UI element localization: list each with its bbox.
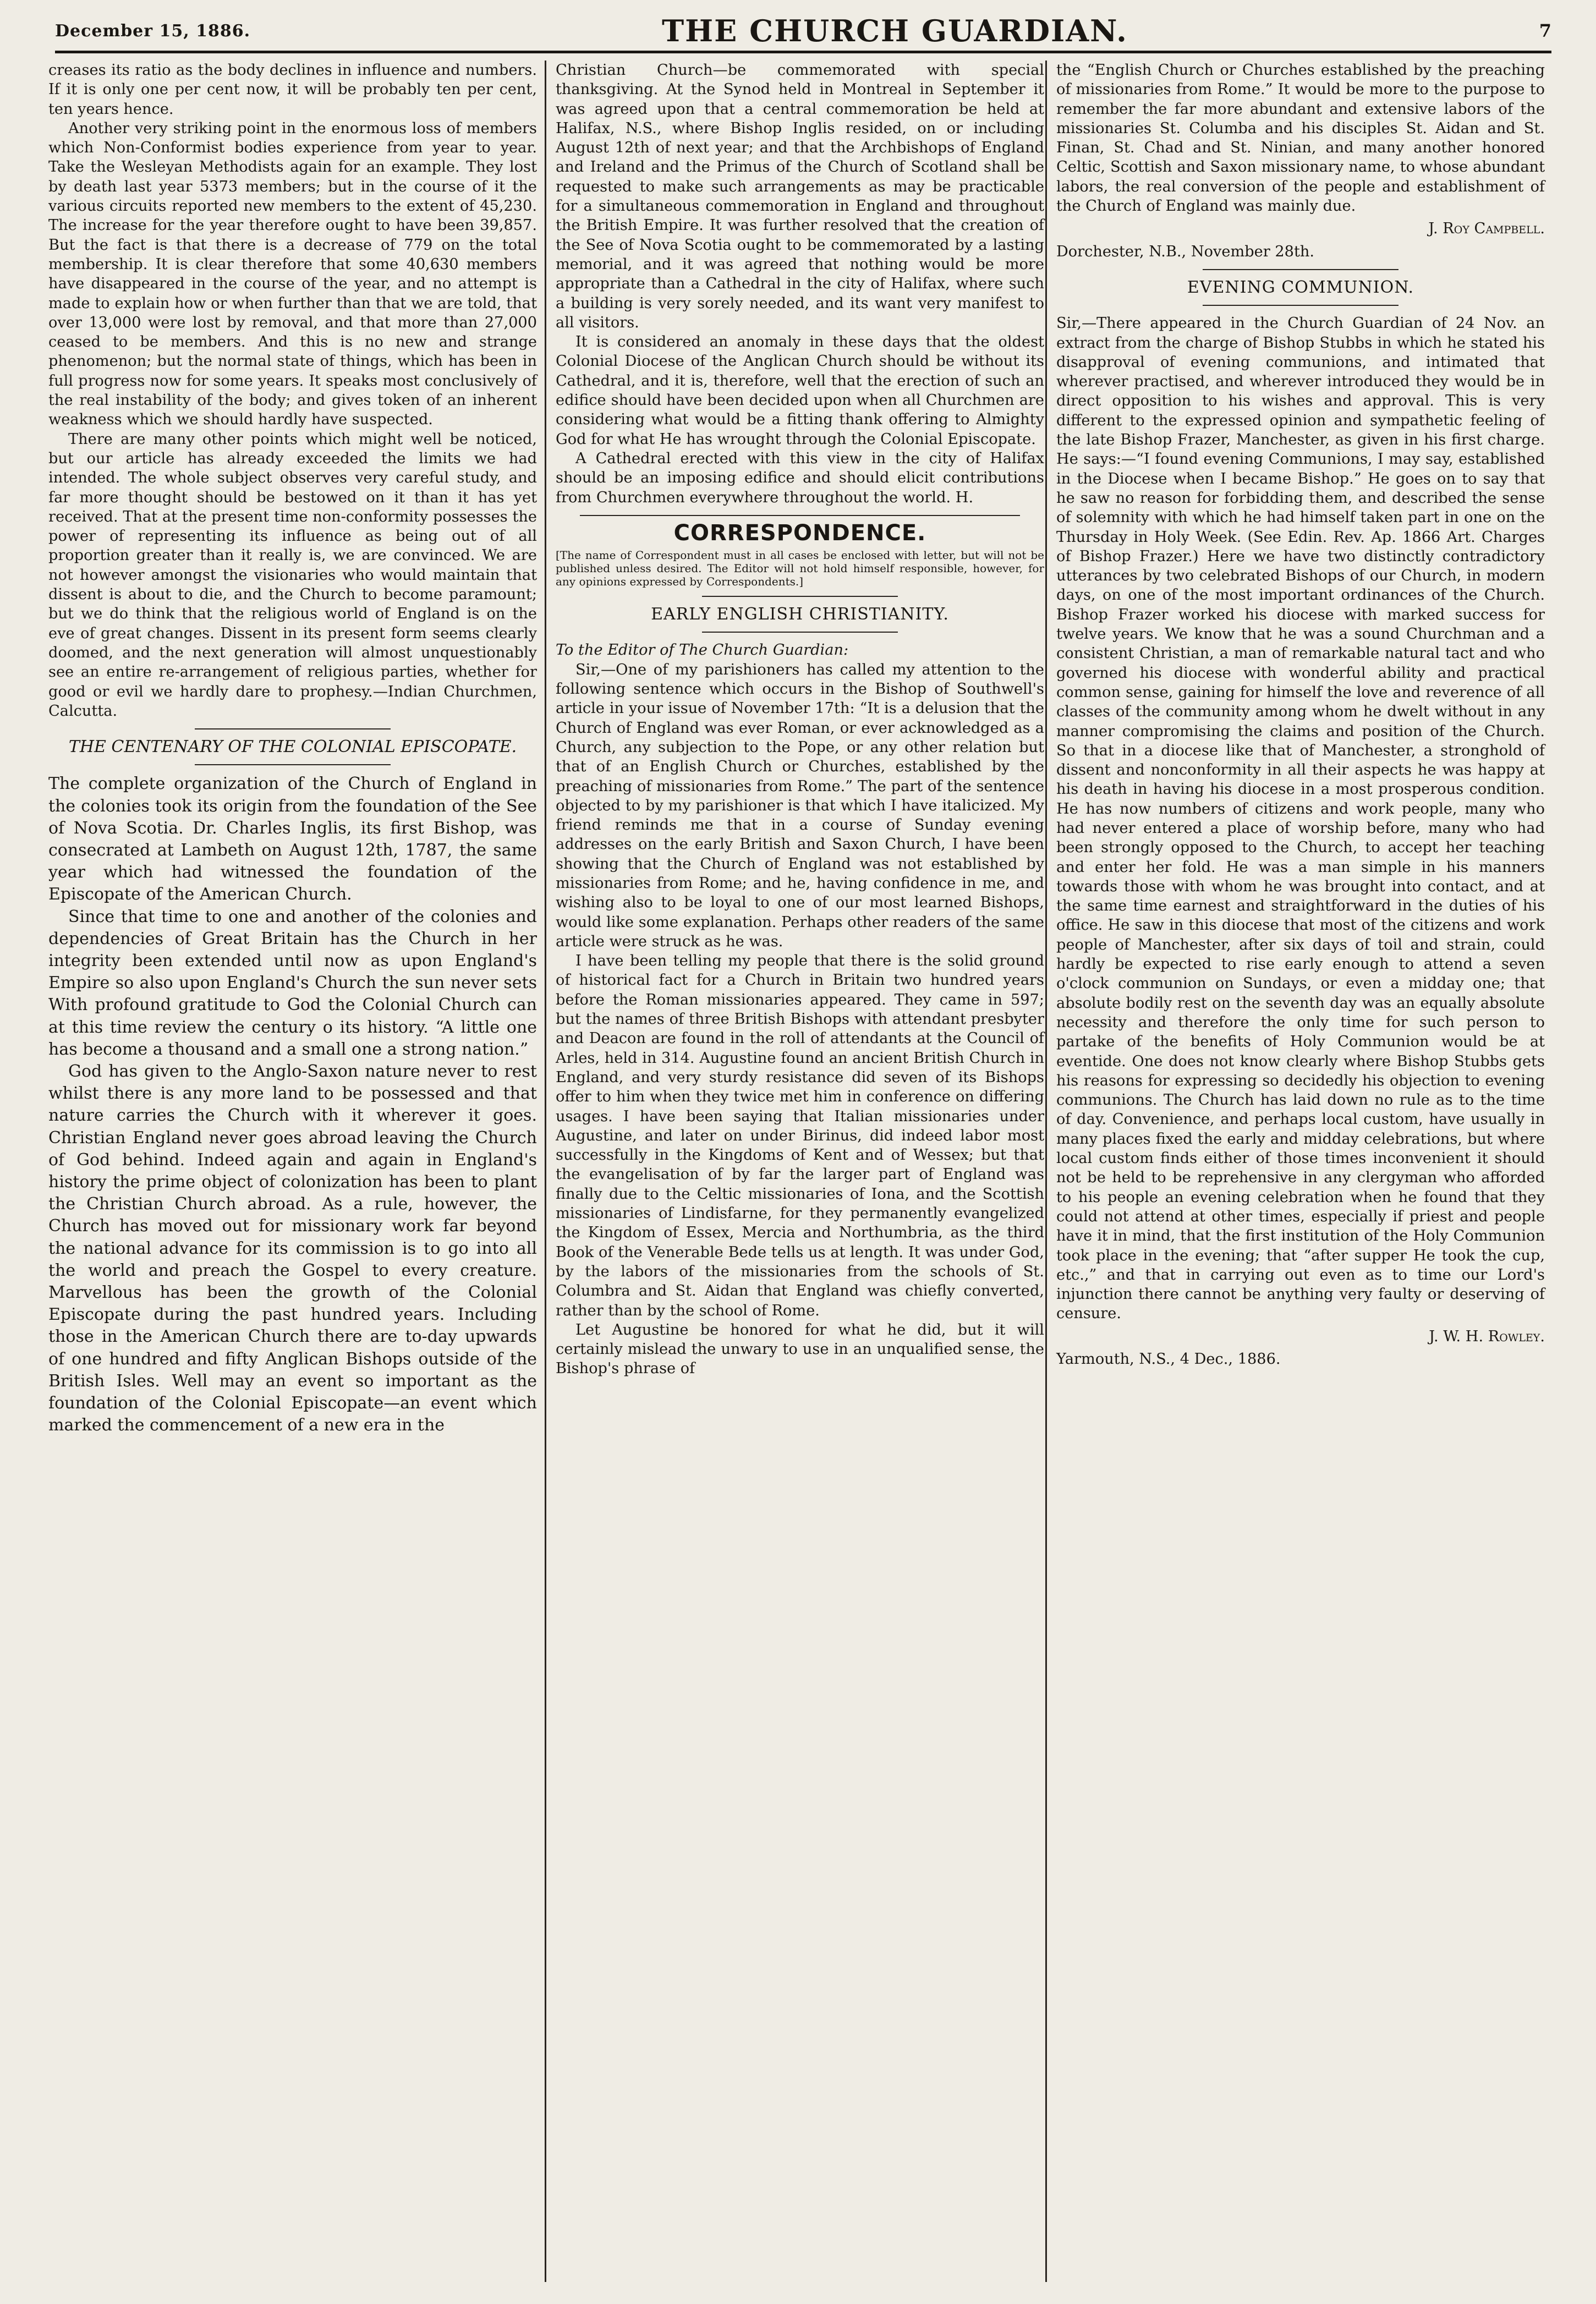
section-rule — [702, 632, 897, 633]
paragraph: The complete organization of the Church of England in the colonies took its origin from the foundation of the See of Nova Scotia. Dr. Charles Inglis, its first Bishop, was consecrated at Lambeth on August 12th, 1787, the same year which had witnessed the foundation of the Episcopate of the American Church. — [48, 774, 537, 904]
column-3 — [1056, 61, 1545, 2282]
section-rule — [195, 764, 390, 765]
section-rule — [1203, 305, 1398, 306]
paragraph: Sir,—One of my parishioners has called my attention to the following sentence which occurs in the Bishop of Southwell's article in your issue of November 17th: “It is a delusion that the Church of England was ever Roman, or ever acknowledged as a Church, any subjection to the Pope, or any other relation but that of an English Church or Churches, established by the preaching of missionaries from Rome.” The part of the sentence objected to by my parishioner is that which I have italicized. My friend reminds me that in a course of Sunday evening addresses on the early British and Saxon Church, I have been showing that the Church of England was not established by missionaries from Rome; and he, having confidence in me, and wishing also to be loyal to one of our most learned Bishops, would like some explanation. Perhaps other readers of the same article were struck as he was. — [556, 661, 1044, 950]
dateline: Yarmouth, N.S., 4 Dec., 1886. — [1056, 1351, 1281, 1368]
signature: J. Roy Campbell. — [1428, 220, 1545, 238]
section-rule — [580, 515, 1019, 516]
page-number: 7 — [1539, 20, 1551, 41]
issue-date: December 15, 1886. — [55, 21, 251, 41]
paragraph: It is considered an anomaly in these days that the oldest Colonial Diocese of the Anglican Church should be without its Cathedral, and it is, therefore, well that the erection of such an edifice should have been decided upon when all Churchmen are considering what would be a fitting thank offering to Almighty God for what He has wrought through the Colonial Episcopate. — [556, 333, 1044, 448]
paragraph: A Cathedral erected with this view in the city of Halifax should be an imposing edifice and should elicit contributions from Churchmen everywhere throughout the world. H. — [556, 449, 1044, 506]
section-rule — [702, 596, 897, 597]
newspaper-title: THE CHURCH GUARDIAN. — [661, 13, 1128, 48]
dateline: Dorchester, N.B., November 28th. — [1056, 243, 1315, 260]
column-divider — [1045, 61, 1047, 2282]
paragraph: Christian Church—be commemorated with special thanksgiving. At the Synod held in Montreal in September it was agreed upon that a central commemoration be held at Halifax, N.S., where Bishop Inglis resided, on or including August 12th of next year; and that the Archbishops of England and Ireland and the Primus of the Church of Scotland shall be requested to make such arrangements as may be practicable for a simultaneous commemoration in England and throughout the British Empire. It was further resolved that the creation of the See of Nova Scotia ought to be commemorated by a lasting memorial, and it was agreed that nothing would be more appropriate than a Cathedral in the city of Halifax, where such a building is very sorely needed, and its want very manifest to all visitors. — [556, 62, 1044, 331]
paragraph: Let Augustine be honored for what he did, but it will certainly mislead the unwary to use in an unqualified sense, the Bishop's phrase of — [556, 1321, 1044, 1378]
correspondence-heading: CORRESPONDENCE. — [673, 520, 926, 546]
article-heading-centenary: THE CENTENARY OF THE COLONIAL EPISCOPATE. — [68, 737, 517, 757]
paragraph: creases its ratio as the body declines in influence and numbers. If it is only one per cent now, it will be probably ten per cent, ten years hence. — [48, 62, 537, 118]
column-2 — [556, 61, 1044, 2282]
article-heading-evening-communion: EVENING COMMUNION. — [1187, 277, 1414, 297]
masthead — [55, 11, 1551, 53]
signature: J. W. H. Rowley. — [1429, 1327, 1545, 1345]
paragraph: Since that time to one and another of the colonies and dependencies of Great Britain has the Church in her integrity been extended until now as upon England's Empire so also upon England's Church the sun never sets With profound gratitude to God the Colonial Church can at this time review the century o its history. “A little one has become a thousand and a small one a strong nation.” — [48, 907, 537, 1059]
editorial-note: [The name of Correspondent must in all cases be enclosed with letter, but will not be published unless desired. The Editor will not hold himself responsible, however, for any opinions expressed by Correspondents.] — [556, 548, 1044, 589]
section-rule — [195, 728, 390, 729]
paragraph: Another very striking point in the enormous loss of members which Non-Conformist bodies experience from year to year. Take the Wesleyan Methodists again for an example. They lost by death last year 5373 members; but in the course of it the various circuits reported new members to the extent of 45,230. The increase for the year therefore ought to have been 39,857. But the fact is that there is a decrease of 779 on the total membership. It is clear therefore that some 40,630 members have disappeared in the course of the year, and no attempt is made to explain how or when further than that we are told, that over 13,000 were lost by removal, and that more than 27,000 ceased to be members. And this is no new and strange phenomenon; but the normal state of things, which has been in full progress now for some years. It speaks most conclusively of the real instability of the body; and gives token of an inherent weakness which we should hardly have suspected. — [48, 119, 537, 429]
paragraph: Sir,—There appeared in the Church Guardian of 24 Nov. an extract from the charge of Bishop Stubbs in which he stated his disapproval of evening communions, and intimated that wherever practised, and wherever introduced they would be in direct opposition to his wishes and approval. This is very different to the expressed opinion and sympathetic feeling of the late Bishop Frazer, Manchester, as given in his first charge. He says:—“I found evening Communions, I may say, established in the Diocese when I became Bishop.” He goes on to say that he saw no reason for forbidding them, and described the sense of solemnity with which he had himself taken part in one on the Thursday in Holy Week. (See Edin. Rev. Ap. 1866 Art. Charges of Bishop Frazer.) Here we have two distinctly contradictory utterances by two celebrated Bishops of our Church, in modern days, on one of the most important ordinances of the Church. Bishop Frazer worked his diocese with marked success for twelve years. We know that he was a sound Churchman and a consistent Christian, a man of remarkable natural tact and who governed his diocese with wonderful ability and practical common sense, gaining for himself the love and reverence of all classes of the community among whom he dwelt without in any manner compromising the claims and position of the Church. So that in a diocese like that of Manchester, a stronghold of dissent and nonconformity in all their aspects he was happy at his death in having his diocese in a most prosperous condition. He has now numbers of citizens and work people, many who had never entered a place of worship before, many who had been strongly opposed to the Church, to accept her teaching and enter her fold. He was a man simple in his manners towards those with whom he was brought into contact, and at the same time earnest and straightforward in the duties of his office. He saw in this diocese that most of the citizens and work people of Manchester, after six days of toil and strain, could hardly be expected to rise early enough to attend a seven o'clock communion on Sundays, or even a midday one; that absolute bodily rest on the seventh day was an equally absolute necessity and therefore the only time for such person to partake of the benefits of Holy Communion would be at eventide. One does not know clearly where Bishop Stubbs gets his reasons for expressing so decidedly his objection to evening communions. The Church has laid down no rule as to the time of day. Convenience, and perhaps local custom, have usually in many places fixed the early and midday celebrations, but where local custom finds either of those times inconvenient it should not be held to be reprehensive in any clergyman who afforded to his people an evening celebration when he found that they could not attend at other times, especially if priest and people have it in mind, that the first institution of the Holy Communion took place in the evening; that “after supper He took the cup, etc.,” and that in carrying out even as to time our Lord's injunction there cannot be anything very faulty or deserving of censure. — [1056, 315, 1545, 1323]
paragraph: There are many other points which might well be noticed, but our article has already exceeded the limits we had intended. The whole subject observes very careful study, and far more thought should be bestowed on it than it has yet received. That at the present time non-conformity possesses the power of representing its influence as being out of all proportion greater than it really is, we are convinced. We are not however amongst the visionaries who would maintain that dissent is about to die, and the Church to become paramount; but we do think that the religious world of England is on the eve of great changes. Dissent in its present form seems clearly doomed, and the next generation will almost unquestionably see an entire re-arrangement of religious parties, whether for good or evil we hardly dare to prophesy.—Indian Churchmen, Calcutta. — [48, 430, 537, 720]
article-heading-early-english: EARLY ENGLISH CHRISTIANITY. — [651, 605, 949, 624]
paragraph: the “English Church or Churches established by the preaching of missionaries from Rome.” It would be more to the purpose to remember the far more abundant and extensive labors of the missionaries St. Columba and his disciples St. Aidan and St. Finan, St. Chad and St. Ninian, and many another honored Celtic, Scottish and Saxon missionary name, to whose abundant labors, the real conversion of the people and establishment of the Church of England was mainly due. — [1056, 62, 1545, 215]
section-rule — [1203, 269, 1398, 270]
column-divider — [545, 61, 546, 2282]
paragraph: God has given to the Anglo-Saxon nature never to rest whilst there is any more land to be possessed and that nature carries the Church with it wherever it goes. Christian England never goes abroad leaving the Church of God behind. Indeed again and again in England's history the prime object of colonization has been to plant the Christian Church abroad. As a rule, however, the Church has moved out for missionary work far beyond the national advance for its commission is to go into all the world and preach the Gospel to every creature. Marvellous has been the growth of the Colonial Episcopate during the past hundred years. Including those in the American Church there are to-day upwards of one hundred and fifty Anglican Bishops outside of the British Isles. Well may an event so important as the foundation of the Colonial Episcopate—an event which marked the commencement of a new era in the — [48, 1062, 537, 1435]
salutation: To the Editor of The Church Guardian: — [556, 641, 849, 659]
paragraph: I have been telling my people that there is the solid ground of historical fact for a Church in Britain two hundred years before the Roman missionaries appeared. They came in 597; but the names of three British Bishops with attendant presbyter and Deacon are found in the roll of attendants at the Council of Arles, held in 314. Augustine found an ancient British Church in England, and very sturdy resistance did seven of its Bishops offer to him when they twice met him in conference on differing usages. I have been saying that Italian missionaries under Augustine, and later on under Birinus, did indeed labor most successfully in the Kingdoms of Kent and of Wessex; but that the evangelisation of by far the larger part of England was finally due to the Celtic missionaries of Iona, and the Scottish missionaries of Lindisfarne, for they permanently evangelized the Kingdom of Essex, Mercia and Northumbria, as the third Book of the Venerable Bede tells us at length. It was under God, by the labors of the missionaries from the schools of St. Columbra and St. Aidan that England was chiefly converted, rather than by the school of Rome. — [556, 952, 1044, 1319]
column-1 — [48, 61, 537, 2282]
